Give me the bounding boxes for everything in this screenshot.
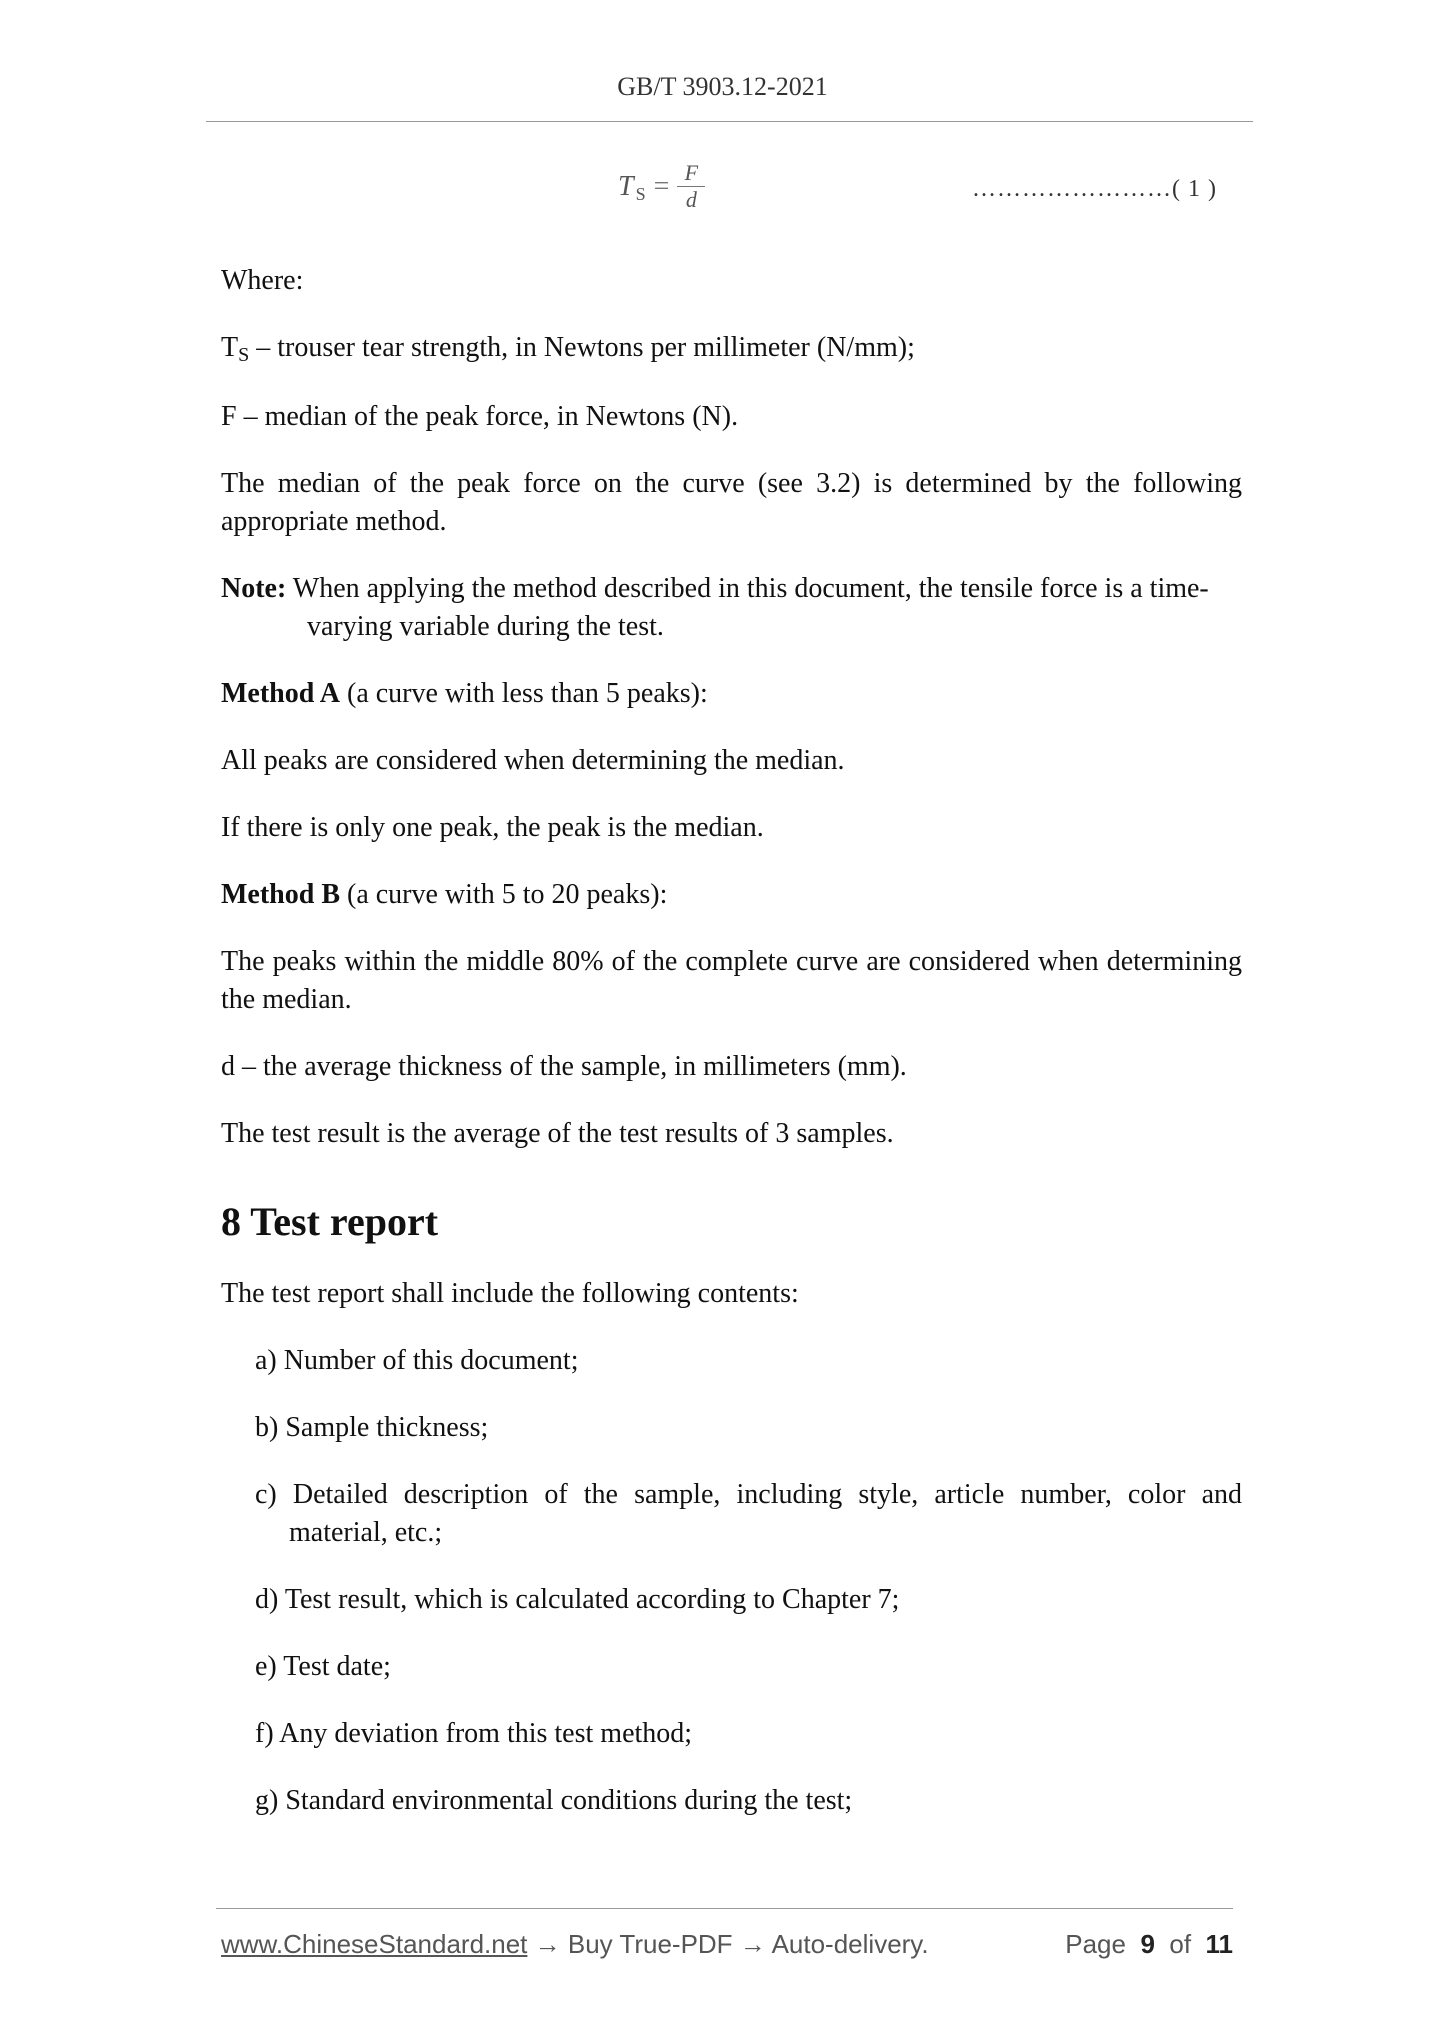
test-report-intro: The test report shall include the following contents: [221, 1278, 799, 1309]
method-a-heading [221, 675, 1242, 713]
median-paragraph: The median of the peak force on the curve (see 3.2) is determined by the following appropriate method. [221, 468, 1242, 537]
d-definition: d – the average thickness of the sample, in millimeters (mm). [221, 1051, 907, 1082]
note-label: Note: [221, 573, 287, 604]
footer-promo-text: → Buy True-PDF → Auto-delivery. [527, 1929, 929, 1959]
website-link[interactable]: www.ChineseStandard.net [221, 1929, 528, 1959]
equation-leader-dots: …………………… [972, 176, 1172, 202]
footer-divider [216, 1908, 1233, 1909]
section-heading-test-report: 8 Test report [221, 1199, 439, 1244]
ts-subscript: S [238, 344, 250, 366]
method-b-description: (a curve with 5 to 20 peaks): [340, 879, 668, 910]
formula-denominator: d [685, 187, 697, 212]
page-label: Page [1065, 1929, 1126, 1959]
formula-equals: = [653, 170, 670, 202]
page-indicator [1065, 1929, 1233, 1960]
list-item: f) Any deviation from this test method; [255, 1718, 693, 1749]
page-footer [221, 1929, 1233, 1960]
equation-number [972, 176, 1217, 203]
method-a-line-1: All peaks are considered when determining the median. [221, 745, 845, 776]
list-item: c) Detailed description of the sample, including style, article number, color and material, etc.; [255, 1479, 1242, 1548]
ts-definition-text: – trouser tear strength, in Newtons per millimeter (N/mm); [249, 332, 915, 363]
note-text: When applying the method described in this document, the tensile force is a time-varying variable during the test. [286, 573, 1209, 642]
note-paragraph [221, 570, 1242, 646]
ts-definition [221, 329, 1242, 369]
list-item: d) Test result, which is calculated according to Chapter 7; [255, 1584, 900, 1615]
formula-ts [618, 160, 705, 213]
formula-lhs-subscript: S [635, 184, 646, 204]
method-a-description: (a curve with less than 5 peaks): [340, 678, 708, 709]
method-a-line-2: If there is only one peak, the peak is the median. [221, 812, 764, 843]
document-body [221, 262, 1242, 1820]
method-b-heading [221, 876, 1242, 914]
list-item: g) Standard environmental conditions during the test; [255, 1785, 853, 1816]
method-a-label: Method A [221, 678, 340, 709]
list-item: e) Test date; [255, 1651, 391, 1682]
formula-lhs-symbol: T [618, 170, 634, 202]
document-code-header: GB/T 3903.12-2021 [617, 72, 828, 101]
f-definition: F – median of the peak force, in Newtons (N). [221, 401, 739, 432]
list-item: b) Sample thickness; [255, 1412, 489, 1443]
formula-fraction [677, 160, 705, 213]
footer-promo [221, 1929, 929, 1959]
method-b-label: Method B [221, 879, 340, 910]
equation-number-label: ( 1 ) [1172, 176, 1217, 202]
test-result-paragraph: The test result is the average of the test results of 3 samples. [221, 1118, 894, 1149]
method-b-line-1: The peaks within the middle 80% of the complete curve are considered when determining the median. [221, 946, 1242, 1015]
list-item: a) Number of this document; [255, 1345, 579, 1376]
formula-numerator: F [684, 160, 699, 185]
header-divider [206, 121, 1253, 122]
total-pages: 11 [1205, 1929, 1233, 1959]
current-page: 9 [1140, 1929, 1155, 1959]
page-of-label: of [1169, 1929, 1192, 1959]
where-label: Where: [221, 265, 304, 296]
ts-symbol: T [221, 332, 239, 363]
